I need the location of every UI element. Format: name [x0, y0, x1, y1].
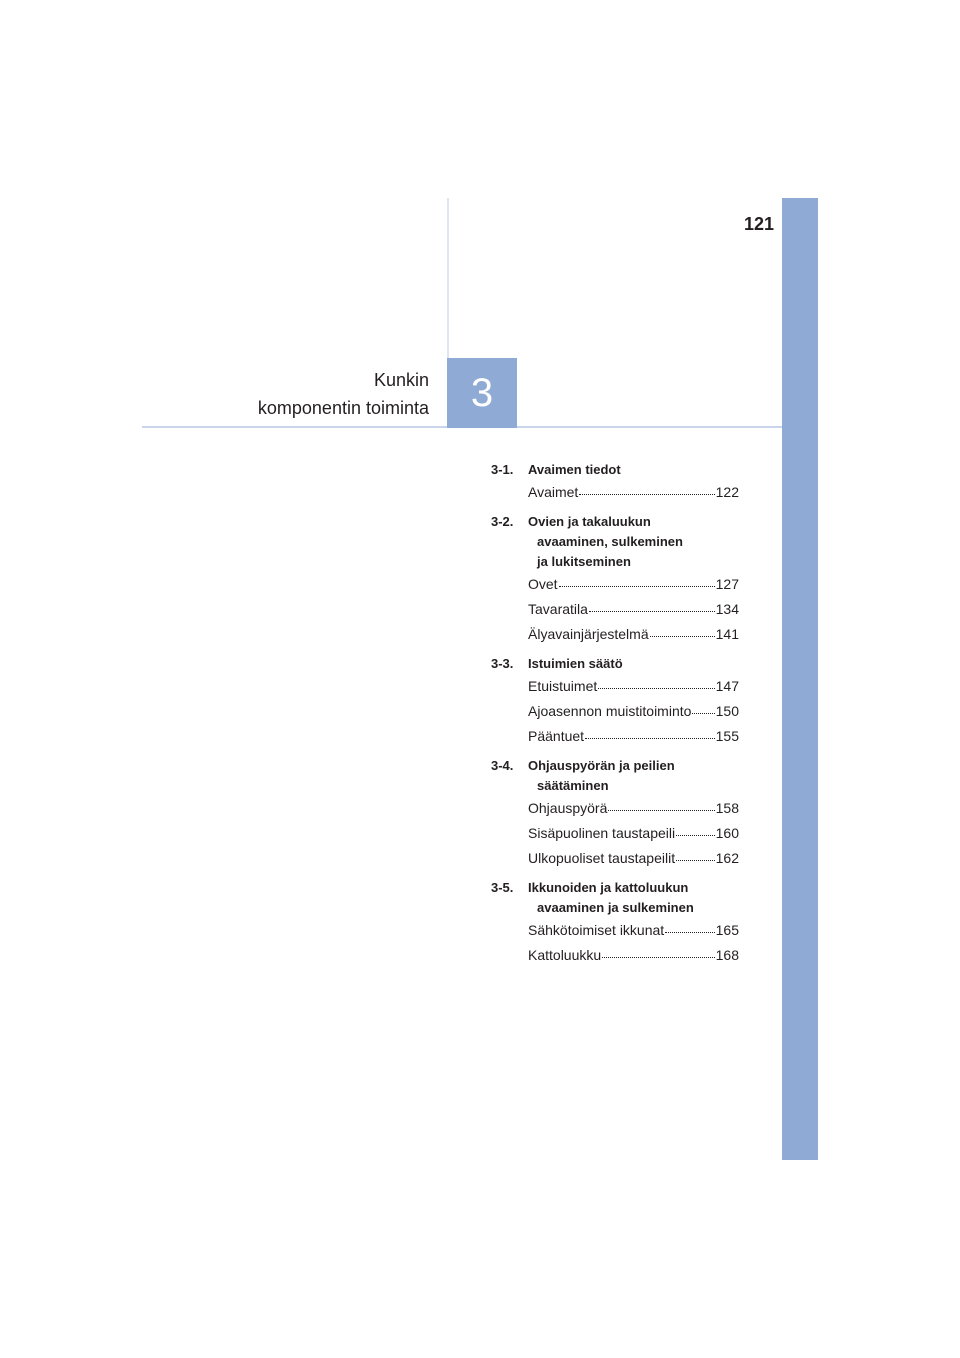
toc-section-number: 3-5. [491, 880, 514, 895]
toc-entry-label: Älyavainjärjestelmä [528, 626, 649, 642]
toc-section-heading [491, 654, 739, 674]
toc-entry[interactable] [491, 480, 739, 505]
chapter-side-tab [782, 198, 818, 1160]
toc-entry-label: Ulkopuoliset taustapeilit [528, 850, 676, 866]
toc-entry-leader [559, 572, 715, 587]
toc-entry-leader [676, 846, 715, 861]
toc-entry-page: 158 [715, 800, 739, 816]
toc-section-heading [491, 878, 739, 918]
toc-section-number: 3-3. [491, 656, 514, 671]
toc-section-title-line: avaaminen, sulkeminen [537, 534, 683, 549]
toc-section [491, 512, 739, 647]
toc-section-title [528, 512, 739, 572]
toc-entry-leader [676, 821, 715, 836]
toc-section [491, 460, 739, 505]
chapter-number: 3 [470, 370, 494, 415]
toc-section-title [528, 878, 739, 918]
toc-entry-page: 155 [715, 728, 739, 744]
toc-entry[interactable] [491, 699, 739, 724]
page-number: 121 [743, 214, 774, 234]
chapter-title [258, 366, 429, 422]
chapter-number-box [447, 358, 517, 428]
vertical-divider [447, 198, 449, 358]
toc-section-number: 3-4. [491, 758, 514, 773]
toc-section-title-line: Ovien ja takaluukun [528, 514, 651, 529]
toc-entry[interactable] [491, 622, 739, 647]
toc-section [491, 878, 739, 968]
toc-entry-leader [589, 597, 715, 612]
toc-entry-leader [665, 918, 714, 933]
chapter-title-line-2: komponentin toiminta [257, 398, 429, 418]
toc-entry-label: Sisäpuolinen taustapeili [528, 825, 676, 841]
toc-entry-label: Tavaratila [528, 601, 588, 617]
table-of-contents [491, 460, 739, 975]
toc-entry-label: Etuistuimet [528, 678, 598, 694]
toc-entry-label: Ovet [528, 576, 558, 592]
toc-entry-label: Avaimet [528, 484, 579, 500]
toc-entry-leader [579, 480, 714, 495]
toc-entry-page: 162 [715, 850, 739, 866]
toc-entry-page: 160 [715, 825, 739, 841]
toc-entry-page: 134 [715, 601, 739, 617]
toc-section-title-line: säätäminen [537, 778, 609, 793]
toc-entry-page: 168 [715, 947, 739, 963]
toc-section-title [528, 654, 739, 674]
toc-entry-leader [602, 943, 714, 958]
toc-entry-label: Pääntuet [528, 728, 585, 744]
toc-entry-leader [598, 674, 714, 689]
toc-entry[interactable] [491, 597, 739, 622]
toc-section-title-line: Istuimien säätö [528, 656, 623, 671]
toc-entry-leader [585, 724, 715, 739]
toc-section-number: 3-2. [491, 514, 514, 529]
toc-entry[interactable] [491, 572, 739, 597]
toc-section-title-line: avaaminen ja sulkeminen [537, 900, 694, 915]
toc-entry-page: 141 [715, 626, 739, 642]
chapter-title-line-1: Kunkin [373, 370, 429, 390]
toc-section-title [528, 460, 739, 480]
toc-entry-leader [608, 796, 714, 811]
toc-section-title-line: ja lukitseminen [537, 554, 631, 569]
toc-section-title-line: Avaimen tiedot [528, 462, 621, 477]
toc-entry[interactable] [491, 943, 739, 968]
toc-entry-page: 165 [715, 922, 739, 938]
toc-entry-leader [650, 622, 715, 637]
toc-section-heading [491, 756, 739, 796]
toc-entry-page: 122 [715, 484, 739, 500]
toc-section [491, 654, 739, 749]
toc-section-number: 3-1. [491, 462, 514, 477]
toc-entry-label: Ohjauspyörä [528, 800, 608, 816]
toc-section [491, 756, 739, 871]
toc-entry[interactable] [491, 796, 739, 821]
toc-section-heading [491, 460, 739, 480]
toc-entry-label: Ajoasennon muistitoiminto [528, 703, 692, 719]
toc-entry-page: 127 [715, 576, 739, 592]
toc-section-title-line: Ohjauspyörän ja peilien [528, 758, 675, 773]
toc-entry-page: 147 [715, 678, 739, 694]
toc-section-heading [491, 512, 739, 572]
toc-entry[interactable] [491, 724, 739, 749]
toc-entry[interactable] [491, 918, 739, 943]
toc-entry-leader [692, 699, 714, 714]
toc-entry-page: 150 [715, 703, 739, 719]
toc-entry[interactable] [491, 674, 739, 699]
toc-entry[interactable] [491, 821, 739, 846]
toc-section-title [528, 756, 739, 796]
toc-section-title-line: Ikkunoiden ja kattoluukun [528, 880, 689, 895]
toc-entry-label: Sähkötoimiset ikkunat [528, 922, 665, 938]
toc-entry-label: Kattoluukku [528, 947, 602, 963]
toc-entry[interactable] [491, 846, 739, 871]
